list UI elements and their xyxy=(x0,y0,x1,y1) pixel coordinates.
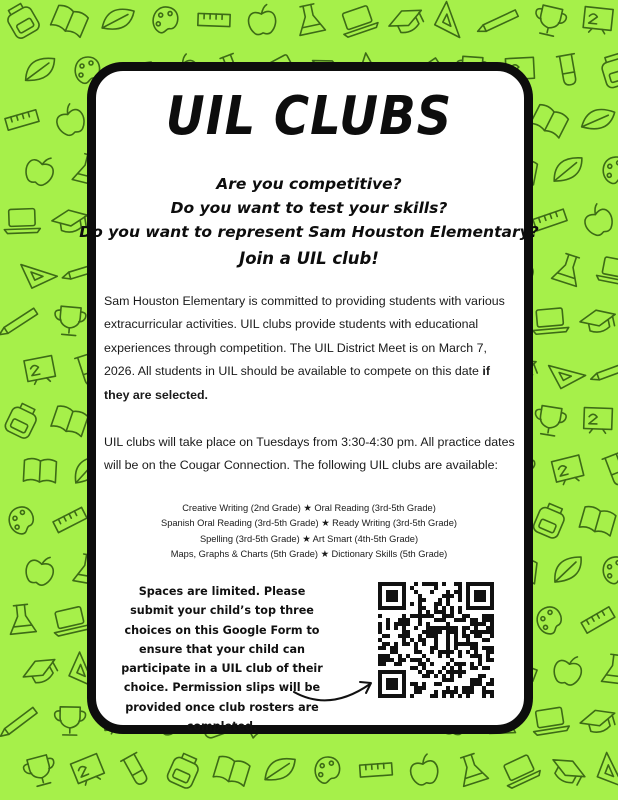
flask-icon xyxy=(8,604,37,635)
poster-title: UIL CLUBS xyxy=(165,84,453,148)
triangle-ruler-icon xyxy=(597,752,618,786)
intro-emphasis: if they are selected. xyxy=(104,364,490,402)
flask-icon xyxy=(294,3,325,36)
ruler-icon xyxy=(198,13,230,26)
trophy-icon xyxy=(54,707,85,736)
book-icon xyxy=(51,404,89,436)
chalkboard-icon xyxy=(584,408,613,434)
pencil-icon xyxy=(478,0,520,42)
intro-paragraph xyxy=(104,290,516,407)
trophy-icon xyxy=(532,4,568,38)
backpack-icon xyxy=(3,401,40,440)
tagline-test-skills: Do you want to test your skills? xyxy=(170,199,448,217)
graduation-cap-icon xyxy=(546,753,588,789)
chalkboard-icon xyxy=(71,754,106,788)
graduation-cap-icon xyxy=(385,3,427,39)
chalkboard-icon xyxy=(583,7,613,35)
signup-note: Spaces are limited. Please submit your child’s top three choices on this Google Form to ensure that your child can participate in a UIL club of their choice. Permission slips will be provided once club rosters are completed. xyxy=(121,585,323,734)
club-list-line-4: Maps, Graphs & Charts (5th Grade) ★ Dictionary Skills (5th Grade) xyxy=(170,549,448,559)
pencil-icon xyxy=(0,302,39,341)
leaf-icon xyxy=(26,55,55,83)
club-list-line-2: Spanish Oral Reading (3rd-5th Grade) ★ Ready Writing (3rd-5th Grade) xyxy=(161,518,457,528)
leaf-icon xyxy=(102,4,134,35)
qr-code-icon[interactable] xyxy=(378,582,494,698)
laptop-icon xyxy=(337,4,379,38)
test-tube-icon xyxy=(602,453,618,487)
palette-icon xyxy=(602,556,618,585)
trophy-icon xyxy=(532,405,567,437)
backpack-icon xyxy=(3,1,41,41)
laptop-icon xyxy=(531,307,569,334)
curved-arrow-icon xyxy=(290,670,380,710)
graduation-cap-icon xyxy=(578,306,618,335)
graduation-cap-icon xyxy=(578,705,618,736)
pencil-icon xyxy=(591,349,618,393)
palette-icon xyxy=(315,756,341,784)
palette-icon xyxy=(151,5,179,35)
laptop-icon xyxy=(499,752,542,789)
club-list-line-1: Creative Writing (2nd Grade) ★ Oral Reading (3rd-5th Grade) xyxy=(182,503,436,513)
book-icon xyxy=(23,458,56,483)
apple-icon xyxy=(551,652,584,687)
flask-icon xyxy=(602,654,618,685)
backpack-icon xyxy=(166,751,202,790)
club-list-line-3: Spelling (3rd-5th Grade) ★ Art Smart (4th-5th Grade) xyxy=(199,534,419,544)
laptop-icon xyxy=(50,605,90,636)
trophy-icon xyxy=(53,306,86,337)
leaf-icon xyxy=(265,755,295,784)
triangle-ruler-icon xyxy=(549,352,586,388)
flask-icon xyxy=(455,752,488,787)
intro-text: Sam Houston Elementary is committed to providing students with various extracurricular activities. UIL clubs provide students with educational experiences through competition. The UIL District Meet is on March 7, 2026. All students in UIL should be available to compete on this date xyxy=(104,294,505,379)
chalkboard-icon xyxy=(24,356,56,386)
ruler-icon xyxy=(581,607,615,633)
tagline-join: Join a UIL club! xyxy=(239,249,379,268)
test-tube-icon xyxy=(557,54,580,87)
test-tube-icon xyxy=(121,753,151,788)
chalkboard-icon xyxy=(552,455,585,486)
leaf-icon xyxy=(555,557,581,582)
book-icon xyxy=(213,755,250,786)
graduation-cap-icon xyxy=(19,653,61,690)
palette-icon xyxy=(533,604,566,638)
tagline-competitive: Are you competitive? xyxy=(216,175,402,193)
tagline-represent-school: Do you want to represent Sam Houston Elementary? xyxy=(79,223,539,241)
ruler-icon xyxy=(360,763,393,777)
trophy-icon xyxy=(22,753,59,788)
laptop-icon xyxy=(531,706,570,735)
apple-icon xyxy=(408,753,440,787)
backpack-icon xyxy=(599,52,618,89)
apple-icon xyxy=(247,4,277,36)
pencil-icon xyxy=(1,703,38,740)
schedule-paragraph: UIL clubs will take place on Tuesdays from 3:30-4:30 pm. All practice dates will be on the Cougar Connection. The following UIL clubs are available: xyxy=(104,435,515,473)
triangle-ruler-icon xyxy=(435,2,472,38)
book-icon xyxy=(51,4,89,38)
